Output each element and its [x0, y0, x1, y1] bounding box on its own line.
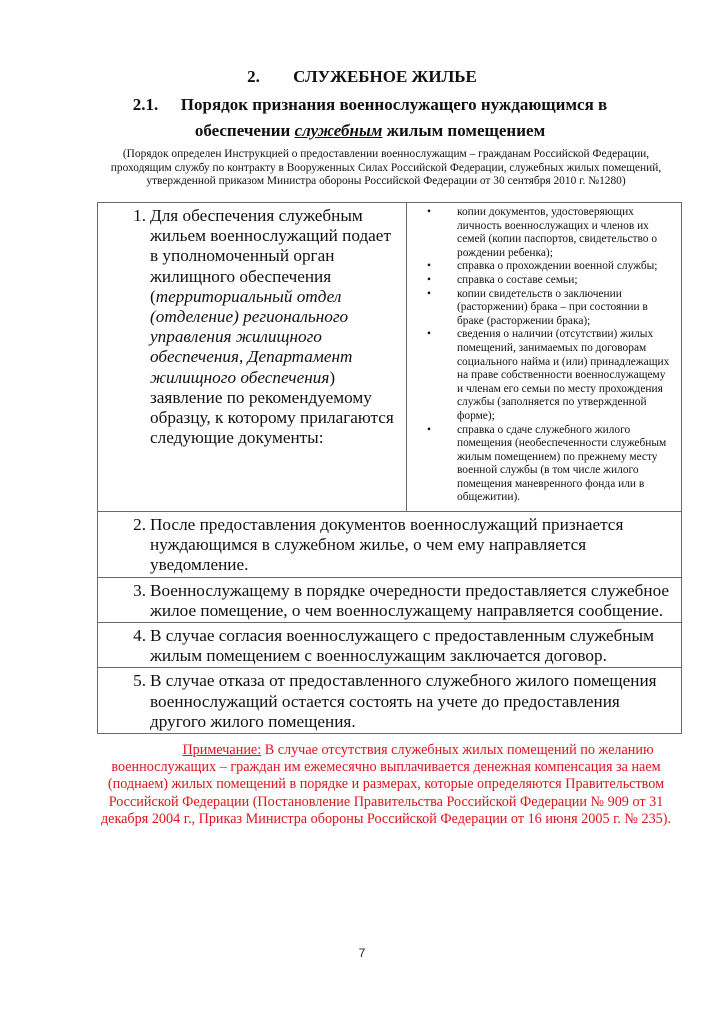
subsection-title-part2: жилым помещением — [382, 121, 546, 140]
section-number: 2. — [247, 67, 260, 86]
step-number: 4. — [133, 626, 146, 646]
source-note: (Порядок определен Инструкцией о предоставлении военнослужащим – гражданам Российской Федерации, проходящим службу по контракту в Вооруженных Силах Российской Федерации, служебных жилых помещений, утвержденной приказом Министра обороны Российской Федерации от 30 сентября 2010 г. №1280) — [110, 148, 662, 187]
subsection-title-part1: Порядок признания военнослужащего нуждающимся в обеспечении — [180, 95, 608, 140]
subsection-number: 2.1. — [132, 95, 159, 114]
document-text: справка о прохождении военной службы; — [457, 260, 658, 273]
step-text: Военнослужащему в порядке очередности предоставляется служебное жилое помещение, о чем военнослужащему направляется сообщение. — [150, 580, 670, 620]
procedure-table — [97, 202, 682, 734]
step-number: 3. — [133, 580, 146, 600]
list-item — [427, 288, 673, 329]
document-text: копии документов, удостоверяющих личность военнослужащих и членов их семей (копии паспортов, свидетельство о рождении ребенка); — [457, 206, 658, 259]
table-row — [98, 668, 682, 734]
step-number: 5. — [133, 671, 146, 691]
list-item — [427, 274, 673, 288]
step-number: 2. — [133, 515, 146, 535]
step-3 — [98, 581, 675, 621]
step-5 — [98, 671, 675, 732]
document-text: справка о составе семьи; — [457, 273, 578, 286]
step-4-cell — [98, 623, 682, 668]
list-item — [427, 260, 673, 274]
documents-cell — [407, 203, 682, 512]
step-text: В случае отказа от предоставленного служебного жилого помещения военнослужащий остается состоять на учете до предоставления другого жилого помещения. — [150, 671, 657, 731]
step-5-cell — [98, 668, 682, 734]
bullet-icon: • — [427, 206, 431, 218]
bullet-icon: • — [427, 287, 431, 300]
table-row — [98, 512, 682, 578]
page-number: 7 — [358, 946, 366, 960]
step-text: В случае согласия военнослужащего с предоставленным служебным жилым помещением с военнослужащим заключается договор. — [150, 626, 654, 666]
section-title: СЛУЖЕБНОЕ ЖИЛЬЕ — [293, 67, 477, 86]
list-item — [427, 206, 673, 260]
step-4 — [98, 626, 675, 666]
note-label: Примечание: — [182, 742, 262, 758]
bullet-icon: • — [427, 273, 431, 286]
step-3-cell — [98, 577, 682, 622]
step-text-before: Для обеспечения служебным жильем военнослужащий подает в уполномоченный орган жилищного обеспечения ( — [150, 206, 391, 306]
list-item — [427, 328, 673, 423]
list-item — [427, 424, 673, 506]
step-2-cell — [98, 512, 682, 578]
section-heading — [0, 66, 724, 88]
step-text-after: ) заявление по рекомендуемому образцу, к которому прилагаются следующие документы: — [150, 367, 394, 448]
table-row — [98, 623, 682, 668]
document-text: справка о сдаче служебного жилого помещения (необеспеченности служебным жилым помещением) по прежнему месту военной службы (в том числе жилого помещения маневренного фонда или в общежитии). — [457, 423, 667, 504]
note-block — [100, 742, 672, 828]
step-text-italic: территориальный отдел (отделение) регионального управления жилищного обеспечения, Департамент жилищного обеспечения — [150, 286, 353, 387]
document-text: сведения о наличии (отсутствии) жилых помещений, занимаемых по договорам социального найма и (или) принадлежащих на праве собственности военнослужащему и членам его семьи по месту прохождения службы (заполняется по утвержденной форме); — [457, 328, 670, 422]
bullet-icon: • — [427, 423, 431, 436]
step-2 — [98, 515, 675, 576]
bullet-icon: • — [427, 260, 431, 273]
step-1-cell — [98, 203, 407, 512]
table-row — [98, 203, 682, 512]
subsection-heading — [120, 92, 620, 144]
step-number: 1. — [133, 206, 146, 225]
step-text — [150, 206, 406, 448]
note-text: В случае отсутствия служебных жилых помещений по желанию военнослужащих – граждан им ежемесячно выплачивается денежная компенсация за наем (поднаем) жилых помещений в порядке и размерах, которые определяются Правительством Российской Федерации (Постановление Правительства Российской Федерации № 909 от 31 декабря 2004 г., Приказ Министра обороны Российской Федерации от 16 июня 2005 г. № 235). — [100, 742, 672, 827]
table-row — [98, 577, 682, 622]
document-text: копии свидетельств о заключении (расторжении) брака – при состоянии в браке (расторжении брака); — [457, 287, 648, 327]
bullet-icon: • — [427, 328, 431, 341]
documents-list — [407, 203, 681, 511]
step-1 — [98, 206, 406, 448]
subsection-title-emphasis: служебным — [294, 121, 383, 140]
step-text: После предоставления документов военнослужащий признается нуждающимся в служебном жилье, о чем ему направляется уведомление. — [150, 515, 624, 575]
